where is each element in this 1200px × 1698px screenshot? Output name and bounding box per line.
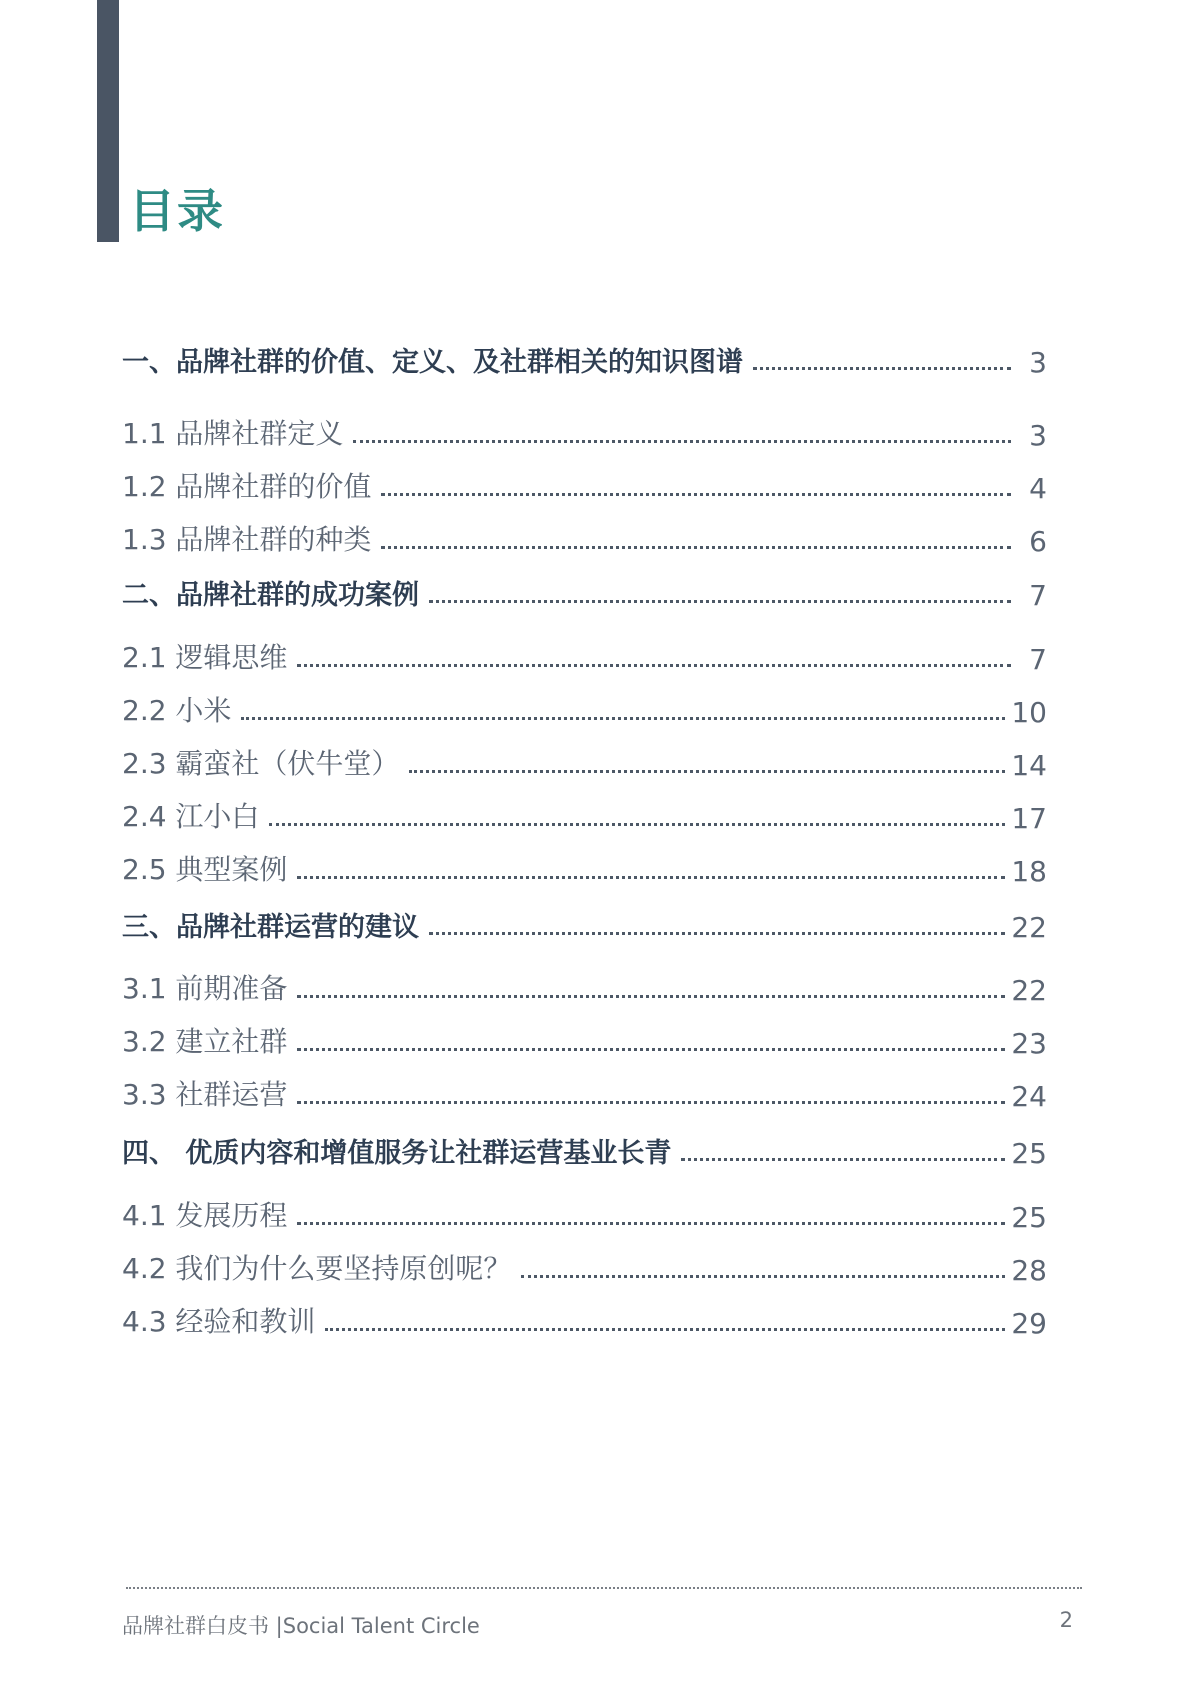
toc-entry-page: 7	[1029, 579, 1047, 612]
toc-entry-label: 2.5 典型案例	[122, 853, 288, 886]
toc-entry-label: 3.3 社群运营	[122, 1078, 288, 1111]
toc-entry-page: 4	[1029, 472, 1047, 505]
toc-section[interactable]	[122, 795, 1047, 835]
toc-entry-label: 四、 优质内容和增值服务让社群运营基业长青	[122, 1138, 672, 1169]
toc-entry-page: 10	[1011, 696, 1047, 729]
toc-entry-label: 2.1 逻辑思维	[122, 641, 288, 674]
toc-entry-page: 25	[1011, 1137, 1047, 1170]
toc-entry-label: 一、品牌社群的价值、定义、及社群相关的知识图谱	[122, 347, 743, 378]
toc-section[interactable]	[122, 465, 1047, 505]
toc-leader-dots	[297, 1222, 1005, 1225]
toc-entry-page: 6	[1029, 525, 1047, 558]
toc-entry-page: 22	[1011, 974, 1047, 1007]
footer-text: 品牌社群白皮书 |Social Talent Circle	[122, 1614, 480, 1638]
toc-chapter[interactable]	[122, 340, 1047, 379]
toc-section[interactable]	[122, 1073, 1047, 1113]
toc-leader-dots	[241, 717, 1005, 720]
toc-entry-label: 二、品牌社群的成功案例	[122, 580, 419, 611]
toc-entry-page: 3	[1029, 419, 1047, 452]
toc-leader-dots	[269, 823, 1005, 826]
toc-chapter[interactable]	[122, 905, 1047, 944]
toc-leader-dots	[353, 440, 1011, 443]
toc-section[interactable]	[122, 412, 1047, 452]
toc-entry-label: 2.2 小米	[122, 694, 232, 727]
toc-section[interactable]	[122, 967, 1047, 1007]
toc-entry-label: 2.4 江小白	[122, 800, 260, 833]
toc-entry-label: 4.2 我们为什么要坚持原创呢？	[122, 1252, 512, 1285]
toc-entry-label: 4.1 发展历程	[122, 1199, 288, 1232]
footer-divider	[126, 1587, 1082, 1589]
toc-entry-label: 3.1 前期准备	[122, 972, 288, 1005]
toc-entry-label: 2.3 霸蛮社（伏牛堂）	[122, 747, 400, 780]
toc-leader-dots	[297, 876, 1005, 879]
page-title: 目录	[129, 184, 225, 238]
toc-chapter[interactable]	[122, 573, 1047, 612]
toc-leader-dots	[297, 1101, 1005, 1104]
accent-bar	[97, 0, 119, 242]
toc-entry-page: 14	[1011, 749, 1047, 782]
toc-entry-page: 29	[1011, 1307, 1047, 1340]
toc-entry-label: 三、品牌社群运营的建议	[122, 912, 419, 943]
toc-entry-page: 23	[1011, 1027, 1047, 1060]
footer-page-number: 2	[1059, 1608, 1073, 1632]
toc-section[interactable]	[122, 1300, 1047, 1340]
toc-entry-page: 17	[1011, 802, 1047, 835]
toc-entry-page: 7	[1029, 643, 1047, 676]
toc-leader-dots	[521, 1275, 1005, 1278]
toc-entry-page: 28	[1011, 1254, 1047, 1287]
toc-entry-page: 3	[1029, 346, 1047, 379]
toc-entry-page: 22	[1011, 911, 1047, 944]
toc-section[interactable]	[122, 689, 1047, 729]
toc-entry-page: 18	[1011, 855, 1047, 888]
toc-section[interactable]	[122, 848, 1047, 888]
toc-leader-dots	[429, 932, 1005, 935]
toc-chapter[interactable]	[122, 1131, 1047, 1170]
toc-leader-dots	[409, 770, 1005, 773]
toc-entry-label: 1.1 品牌社群定义	[122, 417, 344, 450]
toc-entry-page: 25	[1011, 1201, 1047, 1234]
toc-section[interactable]	[122, 1247, 1047, 1287]
toc-leader-dots	[429, 600, 1011, 603]
toc-leader-dots	[381, 546, 1011, 549]
toc-entry-label: 3.2 建立社群	[122, 1025, 288, 1058]
toc-section[interactable]	[122, 1194, 1047, 1234]
toc-leader-dots	[753, 367, 1011, 370]
toc-section[interactable]	[122, 636, 1047, 676]
toc-entry-label: 4.3 经验和教训	[122, 1305, 316, 1338]
toc-entry-label: 1.3 品牌社群的种类	[122, 523, 372, 556]
toc-section[interactable]	[122, 1020, 1047, 1060]
toc-leader-dots	[681, 1158, 1005, 1161]
toc-entry-page: 24	[1011, 1080, 1047, 1113]
toc-leader-dots	[297, 995, 1005, 998]
toc-leader-dots	[325, 1328, 1005, 1331]
toc-leader-dots	[297, 1048, 1005, 1051]
toc-leader-dots	[297, 664, 1011, 667]
toc-section[interactable]	[122, 742, 1047, 782]
toc-entry-label: 1.2 品牌社群的价值	[122, 470, 372, 503]
toc-section[interactable]	[122, 518, 1047, 558]
toc-leader-dots	[381, 493, 1011, 496]
